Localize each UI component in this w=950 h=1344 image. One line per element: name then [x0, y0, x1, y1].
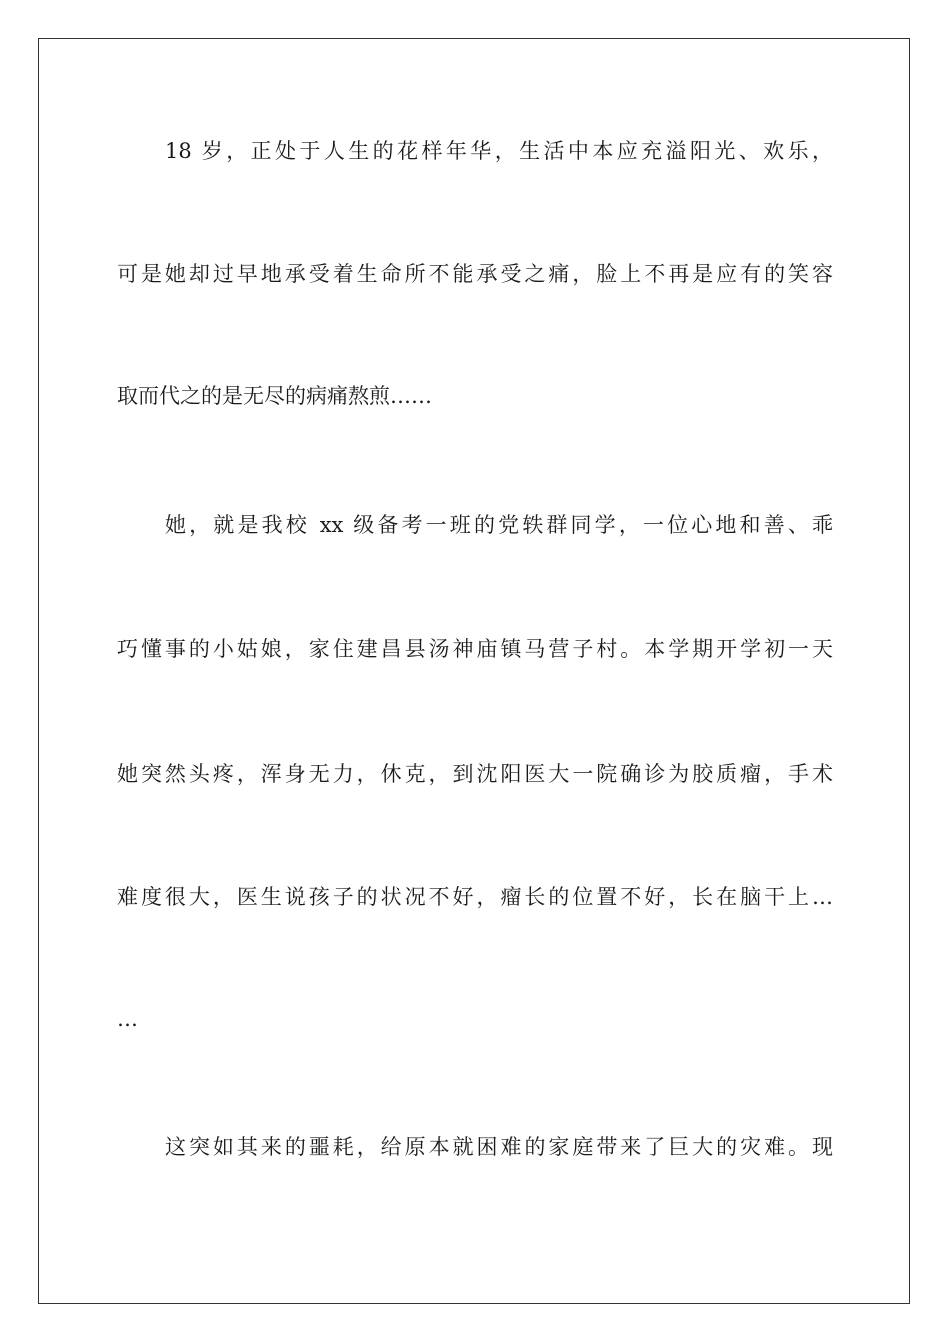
- paragraph-2-line-4: 难度很大，医生说孩子的状况不好，瘤长的位置不好，长在脑干上…: [117, 885, 833, 909]
- paragraph-1-line-3: 取而代之的是无尽的病痛熬煎……: [117, 384, 432, 408]
- paragraph-3-line-1: 这突如其来的噩耗，给原本就困难的家庭带来了巨大的灾难。现: [165, 1135, 833, 1159]
- paragraph-2-line-3: 她突然头疼，浑身无力，休克，到沈阳医大一院确诊为胶质瘤，手术: [117, 762, 833, 786]
- paragraph-2-line-5: …: [117, 1007, 138, 1031]
- page-border: [38, 38, 910, 1304]
- paragraph-2-line-1: 她，就是我校 xx 级备考一班的党轶群同学，一位心地和善、乖: [165, 513, 833, 537]
- paragraph-1-line-2: 可是她却过早地承受着生命所不能承受之痛，脸上不再是应有的笑容: [117, 262, 833, 286]
- paragraph-2-line-2: 巧懂事的小姑娘，家住建昌县汤神庙镇马营子村。本学期开学初一天: [117, 637, 833, 661]
- paragraph-1-line-1: 18 岁，正处于人生的花样年华，生活中本应充溢阳光、欢乐，: [165, 139, 833, 163]
